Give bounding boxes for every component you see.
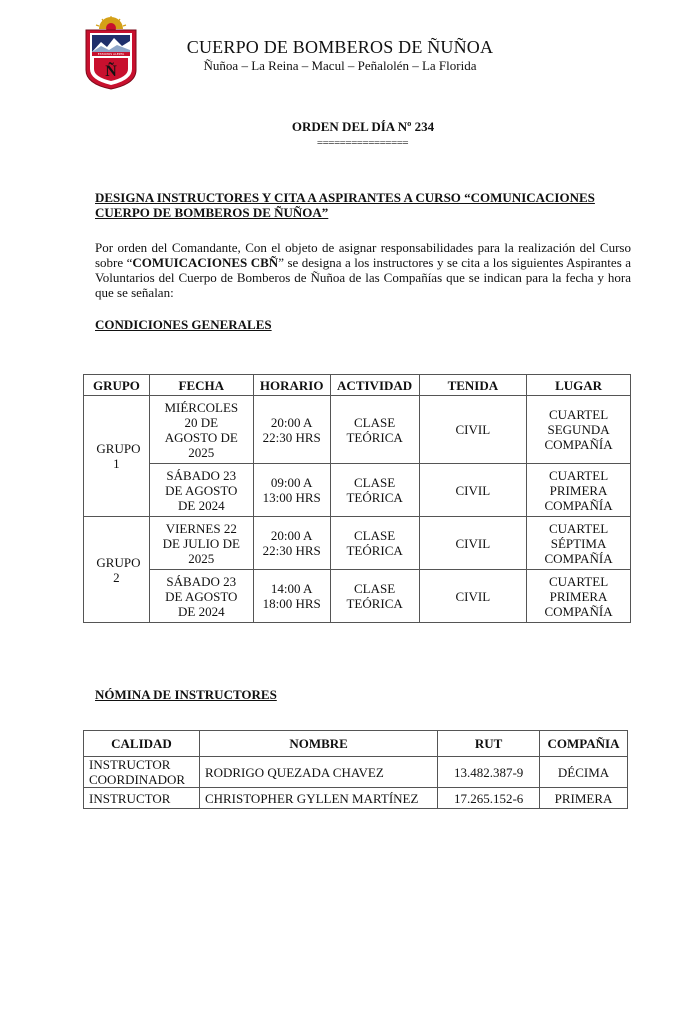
column-header: LUGAR bbox=[527, 375, 631, 396]
paragraph-intro: Por orden del Comandante, Con el objeto de asignar responsabilidades para la realización del Curso sobre “ bbox=[95, 240, 631, 270]
general-conditions-heading bbox=[95, 317, 635, 332]
location-text: CUARTEL PRIMERA COMPAÑÍA bbox=[544, 573, 613, 619]
column-header: GRUPO bbox=[84, 375, 150, 396]
date-text: VIERNES 22 DE JULIO DE 2025 bbox=[162, 520, 240, 566]
logo-letter: Ñ bbox=[105, 63, 117, 80]
location-cell bbox=[527, 396, 631, 464]
date-text: SÁBADO 23 DE AGOSTO DE 2024 bbox=[165, 573, 238, 619]
role-text: INSTRUCTOR COORDINADOR bbox=[89, 757, 186, 787]
paragraph-rest: ” se designa a los instructores y se cita a los siguientes Aspirantes a Voluntarios del Cuerpo de Bomberos de Ñuñoa de las Compañías que se indican para la fecha y hora que se señalan: bbox=[95, 255, 632, 300]
time-cell bbox=[253, 396, 330, 464]
organization-title: CUERPO DE BOMBEROS DE ÑUÑOA bbox=[186, 37, 494, 57]
date-cell bbox=[149, 396, 253, 464]
time-text: 09:00 A 13:00 HRS bbox=[262, 475, 321, 505]
schedule-table bbox=[83, 374, 631, 623]
table-row bbox=[84, 757, 628, 788]
attire-cell: CIVIL bbox=[419, 464, 527, 517]
instructors-heading-text: NÓMINA DE INSTRUCTORES bbox=[95, 687, 277, 702]
instructors-header-row bbox=[84, 731, 628, 757]
table-row bbox=[84, 570, 631, 623]
activity-cell bbox=[330, 570, 419, 623]
group-label: GRUPO 1 bbox=[96, 441, 141, 471]
date-cell bbox=[149, 464, 253, 517]
time-text: 20:00 A 22:30 HRS bbox=[262, 528, 321, 558]
activity-text: CLASE TEÓRICA bbox=[346, 581, 403, 611]
date-text: MIÉRCOLES 20 DE AGOSTO DE 2025 bbox=[164, 399, 239, 460]
time-text: 14:00 A 18:00 HRS bbox=[262, 581, 321, 611]
rut-cell: 17.265.152-6 bbox=[438, 788, 540, 809]
name-cell: RODRIGO QUEZADA CHAVEZ bbox=[199, 757, 437, 788]
table-row bbox=[84, 464, 631, 517]
organization-communes: Ñuñoa – La Reina – Macul – Peñalolén – La Florida bbox=[203, 58, 477, 73]
group-cell bbox=[84, 396, 150, 517]
date-text: SÁBADO 23 DE AGOSTO DE 2024 bbox=[165, 467, 238, 513]
role-text: INSTRUCTOR bbox=[89, 790, 171, 806]
group-cell bbox=[84, 517, 150, 623]
table-row bbox=[84, 517, 631, 570]
column-header: HORARIO bbox=[253, 375, 330, 396]
time-cell bbox=[253, 517, 330, 570]
column-header: ACTIVIDAD bbox=[330, 375, 419, 396]
name-cell: CHRISTOPHER GYLLEN MARTÍNEZ bbox=[199, 788, 437, 809]
location-cell bbox=[527, 570, 631, 623]
designation-paragraph bbox=[95, 240, 631, 300]
location-cell bbox=[527, 464, 631, 517]
role-cell bbox=[84, 788, 200, 809]
location-text: CUARTEL SÉPTIMA COMPAÑÍA bbox=[544, 520, 613, 566]
course-name: COMUICACIONES CBÑ bbox=[132, 255, 279, 270]
location-text: CUARTEL PRIMERA COMPAÑÍA bbox=[544, 467, 613, 513]
column-header: NOMBRE bbox=[199, 731, 437, 757]
company-cell: DÉCIMA bbox=[540, 757, 628, 788]
logo-motto: ESTAMOS ALERTA bbox=[97, 52, 125, 57]
company-cell: PRIMERA bbox=[540, 788, 628, 809]
column-header: TENIDA bbox=[419, 375, 527, 396]
activity-cell bbox=[330, 464, 419, 517]
time-cell bbox=[253, 570, 330, 623]
rut-cell: 13.482.387-9 bbox=[438, 757, 540, 788]
role-cell bbox=[84, 757, 200, 788]
designation-heading bbox=[95, 190, 635, 220]
fire-department-logo bbox=[83, 14, 139, 90]
table-row bbox=[84, 396, 631, 464]
instructors-heading bbox=[95, 687, 635, 702]
activity-text: CLASE TEÓRICA bbox=[346, 528, 403, 558]
column-header: COMPAÑIA bbox=[540, 731, 628, 757]
table-row bbox=[84, 788, 628, 809]
column-header: FECHA bbox=[149, 375, 253, 396]
location-cell bbox=[527, 517, 631, 570]
time-cell bbox=[253, 464, 330, 517]
activity-cell bbox=[330, 517, 419, 570]
order-title: ORDEN DEL DÍA Nº 234 bbox=[291, 119, 435, 134]
attire-cell: CIVIL bbox=[419, 517, 527, 570]
activity-cell bbox=[330, 396, 419, 464]
group-label: GRUPO 2 bbox=[96, 554, 141, 585]
column-header: RUT bbox=[438, 731, 540, 757]
location-text: CUARTEL SEGUNDA COMPAÑÍA bbox=[544, 407, 613, 452]
attire-cell: CIVIL bbox=[419, 570, 527, 623]
schedule-header-row bbox=[84, 375, 631, 396]
activity-text: CLASE TEÓRICA bbox=[346, 414, 403, 445]
activity-text: CLASE TEÓRICA bbox=[346, 475, 403, 505]
instructors-table bbox=[83, 730, 628, 809]
designation-heading-text: DESIGNA INSTRUCTORES Y CITA A ASPIRANTES A CURSO “COMUNICACIONES CUERPO DE BOMBEROS DE ÑUÑOA” bbox=[95, 190, 595, 220]
column-header: CALIDAD bbox=[84, 731, 200, 757]
order-title-rule: ================ bbox=[316, 137, 409, 149]
attire-cell: CIVIL bbox=[419, 396, 527, 464]
date-cell bbox=[149, 570, 253, 623]
date-cell bbox=[149, 517, 253, 570]
time-text: 20:00 A 22:30 HRS bbox=[262, 414, 321, 445]
general-conditions-heading-text: CONDICIONES GENERALES bbox=[95, 317, 272, 332]
